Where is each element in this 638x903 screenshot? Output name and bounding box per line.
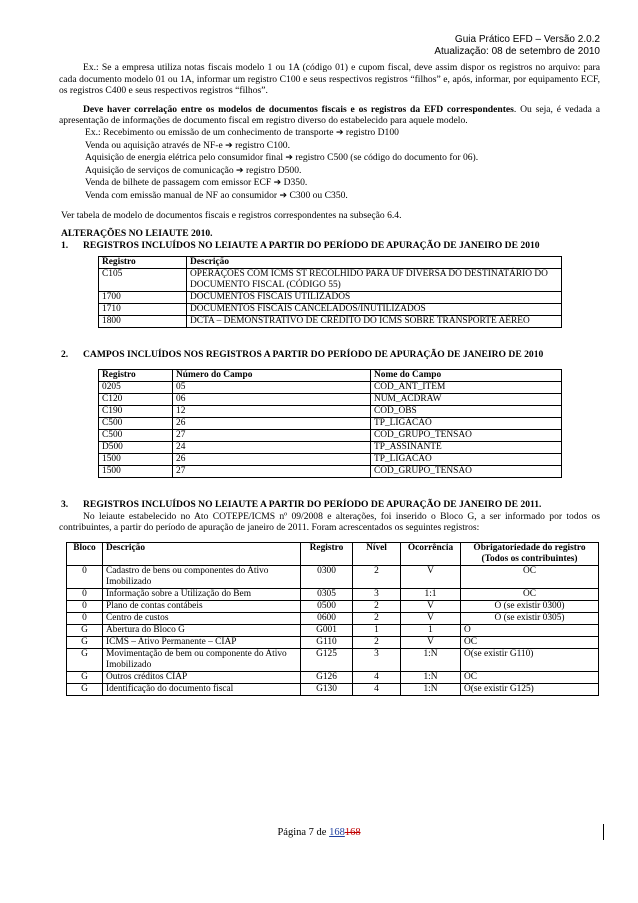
- table-cell: G: [67, 683, 103, 695]
- table-row: [99, 405, 562, 417]
- table-cell: G: [67, 636, 103, 648]
- section-2-heading: 2. CAMPOS INCLUÍDOS NOS REGISTROS A PARTIR DO PERÍODO DE APURAÇÃO DE JANEIRO DE 2010: [61, 349, 544, 361]
- table-row: [99, 316, 562, 328]
- table-cell: 2: [353, 612, 401, 624]
- right-arrow-icon: ➔: [285, 153, 293, 164]
- right-arrow-icon: ➔: [225, 140, 233, 151]
- example-item: Aquisição de serviços de comunicação ➔ registro D500.: [85, 164, 302, 176]
- table-cell: C105: [99, 269, 187, 292]
- table-cell: Identificação do documento fiscal: [103, 683, 301, 695]
- section-2-title: CAMPOS INCLUÍDOS NOS REGISTROS A PARTIR DO PERÍODO DE APURAÇÃO DE JANEIRO DE 2010: [83, 349, 544, 361]
- table-row: [67, 600, 599, 612]
- column-header: Registro: [99, 369, 173, 381]
- table-cell: 1:N: [401, 648, 461, 671]
- table-cell: Centro de custos: [103, 612, 301, 624]
- table-row: [67, 671, 599, 683]
- table-cell: O (se existir 0305): [461, 612, 599, 624]
- header-version: Guia Prático EFD – Versão 2.0.2: [454, 34, 600, 45]
- column-header: Registro: [99, 257, 187, 269]
- examples-list: [61, 127, 600, 203]
- table-row: [67, 683, 599, 695]
- page-total-new: 168: [329, 827, 345, 838]
- table-cell: 3: [353, 648, 401, 671]
- section-1-heading: 1. REGISTROS INCLUÍDOS NO LEIAUTE A PARTIR DO PERÍODO DE APURAÇÃO DE JANEIRO DE 2010: [61, 239, 540, 251]
- table-cell: TP_LIGACAO: [371, 417, 562, 429]
- table-cell: 06: [173, 393, 371, 405]
- change-bar: [603, 824, 604, 840]
- correlation-bold-text: Deve haver correlação entre os modelos de documentos fiscais e os registros da EFD correspondentes: [83, 103, 514, 115]
- table-cell: 1: [353, 624, 401, 636]
- table-header-row: [99, 369, 562, 381]
- table-row: [99, 441, 562, 453]
- table-cell: V: [401, 612, 461, 624]
- table-cell: 2: [353, 600, 401, 612]
- table-cell: V: [401, 600, 461, 612]
- table-cell: 26: [173, 417, 371, 429]
- example-paragraph: Ex.: Se a empresa utiliza notas fiscais modelo 1 ou 1A (código 01) e cupom fiscal, deve assim dispor os registros no arquivo: para cada documento modelo 01 ou 1A, informar um registro C100 e seus respectivos registros “filhos” e, após, informar, por equipamento ECF, os registros C400 e seus respectivos registros “filhos”.: [59, 62, 600, 97]
- table-cell: 1500: [99, 453, 173, 465]
- table-cell: 1710: [99, 304, 187, 316]
- table-cell: 05: [173, 381, 371, 393]
- column-header: Descrição: [103, 542, 301, 565]
- example-item: Venda com emissão manual de NF ao consumidor ➔ C300 ou C350.: [85, 189, 348, 201]
- table-cell: O(se existir G110): [461, 648, 599, 671]
- table-cell: NUM_ACDRAW: [371, 393, 562, 405]
- table-row: [67, 565, 599, 588]
- section-1-title: REGISTROS INCLUÍDOS NO LEIAUTE A PARTIR DO PERÍODO DE APURAÇÃO DE JANEIRO DE 2010: [83, 239, 540, 251]
- section-3-table: [66, 542, 599, 696]
- table-row: [67, 636, 599, 648]
- page-content: [61, 62, 600, 696]
- table-cell: 0600: [301, 612, 353, 624]
- table-cell: 2: [353, 565, 401, 588]
- table-cell: C190: [99, 405, 173, 417]
- table-cell: DOCUMENTOS FISCAIS UTILIZADOS: [187, 292, 562, 304]
- table-cell: OPERAÇÕES COM ICMS ST RECOLHIDO PARA UF DIVERSA DO DESTINATÁRIO DO DOCUMENTO FISCAL (CÓDIGO 55): [187, 269, 562, 292]
- header-update-date: Atualização: 08 de setembro de 2010: [434, 46, 600, 57]
- table-cell: 12: [173, 405, 371, 417]
- section-1-table: [98, 256, 562, 328]
- table-cell: TP_LIGACAO: [371, 453, 562, 465]
- right-arrow-icon: ➔: [273, 178, 282, 189]
- table-cell: G001: [301, 624, 353, 636]
- table-cell: 0: [67, 588, 103, 600]
- table-row: [99, 417, 562, 429]
- table-cell: COD_OBS: [371, 405, 562, 417]
- table-cell: G: [67, 624, 103, 636]
- table-cell: G: [67, 648, 103, 671]
- table-cell: 26: [173, 453, 371, 465]
- table-cell: 1700: [99, 292, 187, 304]
- table-cell: DCTA – DEMONSTRATIVO DE CRÉDITO DO ICMS SOBRE TRANSPORTE AÉREO: [187, 316, 562, 328]
- table-cell: O(se existir G125): [461, 683, 599, 695]
- table-cell: G130: [301, 683, 353, 695]
- table-row: [99, 465, 562, 477]
- table-cell: 0: [67, 565, 103, 588]
- table-cell: OC: [461, 636, 599, 648]
- table-cell: 0: [67, 612, 103, 624]
- table-row: [99, 453, 562, 465]
- table-cell: 1:N: [401, 683, 461, 695]
- table-cell: 1500: [99, 465, 173, 477]
- example-item: Aquisição de energia elétrica pelo consumidor final ➔ registro C500 (se código do documento for 06).: [85, 152, 479, 164]
- table-row: [99, 429, 562, 441]
- table-cell: 2: [353, 636, 401, 648]
- table-cell: Cadastro de bens ou componentes do Ativo Imobilizado: [103, 565, 301, 588]
- table-header-row: [99, 257, 562, 269]
- table-row: [67, 624, 599, 636]
- table-cell: OC: [461, 671, 599, 683]
- table-cell: 0300: [301, 565, 353, 588]
- example-item: Venda ou aquisição através de NF-e ➔ registro C100.: [85, 139, 290, 151]
- table-row: [99, 304, 562, 316]
- right-arrow-icon: ➔: [236, 165, 244, 176]
- table-cell: 4: [353, 671, 401, 683]
- table-row: [99, 292, 562, 304]
- page-total-old: 168: [344, 827, 361, 838]
- table-row: [99, 381, 562, 393]
- table-cell: 0: [67, 600, 103, 612]
- table-cell: C120: [99, 393, 173, 405]
- table-cell: COD_GRUPO_TENSAO: [371, 429, 562, 441]
- table-cell: V: [401, 565, 461, 588]
- column-header: Bloco: [67, 542, 103, 565]
- table-cell: C500: [99, 417, 173, 429]
- section-3-heading: 3. REGISTROS INCLUÍDOS NO LEIAUTE A PARTIR DO PERÍODO DE APURAÇÃO DE JANEIRO DE 2011.: [61, 498, 542, 510]
- correlation-rest-text: . Ou seja, é vedada a apresentação de informações de documento fiscal em registro diverso do estabelecido para aquele modelo.: [59, 103, 600, 127]
- table-cell: TP_ASSINANTE: [371, 441, 562, 453]
- table-cell: 3: [353, 588, 401, 600]
- table-cell: Abertura do Bloco G: [103, 624, 301, 636]
- alteracoes-title: ALTERAÇÕES NO LEIAUTE 2010.: [61, 228, 213, 240]
- table-cell: G126: [301, 671, 353, 683]
- table-header-row: [67, 542, 599, 565]
- table-cell: 1:N: [401, 671, 461, 683]
- table-cell: G110: [301, 636, 353, 648]
- correlation-paragraph: [59, 104, 600, 127]
- table-cell: Plano de contas contábeis: [103, 600, 301, 612]
- page-number-prefix: Página 7 de: [277, 827, 330, 838]
- column-header: Nível: [353, 542, 401, 565]
- table-cell: 27: [173, 429, 371, 441]
- table-row: [99, 269, 562, 292]
- table-cell: 1:1: [401, 588, 461, 600]
- column-header: Nome do Campo: [371, 369, 562, 381]
- table-cell: Movimentação de bem ou componente do Ativo Imobilizado: [103, 648, 301, 671]
- column-header: Descrição: [187, 257, 562, 269]
- table-cell: 27: [173, 465, 371, 477]
- table-cell: 4: [353, 683, 401, 695]
- table-cell: 24: [173, 441, 371, 453]
- section-3-title: REGISTROS INCLUÍDOS NO LEIAUTE A PARTIR DO PERÍODO DE APURAÇÃO DE JANEIRO DE 2011.: [83, 498, 542, 510]
- column-header: Obrigatoriedade do registro (Todos os contribuintes): [461, 542, 599, 565]
- column-header: Ocorrência: [401, 542, 461, 565]
- column-header: Número do Campo: [173, 369, 371, 381]
- table-row: [67, 612, 599, 624]
- table-cell: G: [67, 671, 103, 683]
- table-row: [99, 393, 562, 405]
- table-cell: V: [401, 636, 461, 648]
- table-cell: DOCUMENTOS FISCAIS CANCELADOS/INUTILIZADOS: [187, 304, 562, 316]
- table-cell: O (se existir 0300): [461, 600, 599, 612]
- table-row: [67, 588, 599, 600]
- table-cell: G125: [301, 648, 353, 671]
- page-footer: [0, 827, 638, 839]
- table-cell: 0305: [301, 588, 353, 600]
- table-cell: COD_ANT_ITEM: [371, 381, 562, 393]
- section-2-table: [98, 369, 562, 478]
- table-cell: ICMS – Ativo Permanente – CIAP: [103, 636, 301, 648]
- example-item: Ex.: Recebimento ou emissão de um conhecimento de transporte ➔ registro D100: [85, 126, 399, 138]
- see-table-note: Ver tabela de modelo de documentos fiscais e registros correspondentes na subseção 6.4.: [61, 209, 402, 221]
- right-arrow-icon: ➔: [335, 127, 344, 138]
- table-cell: O: [461, 624, 599, 636]
- table-cell: OC: [461, 565, 599, 588]
- table-cell: Informação sobre a Utilização do Bem: [103, 588, 301, 600]
- right-arrow-icon: ➔: [279, 190, 288, 201]
- page-header: [434, 34, 600, 58]
- table-cell: OC: [461, 588, 599, 600]
- section-3-paragraph: No leiaute estabelecido no Ato COTEPE/ICMS nº 09/2008 e alterações, foi inserido o Bloco G, a ser informado por todos os contribuintes, a partir do período de apuração de janeiro de 2011. Foram acrescentados os seguintes registros:: [59, 510, 600, 534]
- table-cell: 1800: [99, 316, 187, 328]
- table-cell: D500: [99, 441, 173, 453]
- example-item: Venda de bilhete de passagem com emissor ECF ➔ D350.: [85, 177, 308, 189]
- table-row: [67, 648, 599, 671]
- table-cell: 0500: [301, 600, 353, 612]
- table-cell: COD_GRUPO_TENSAO: [371, 465, 562, 477]
- table-cell: 0205: [99, 381, 173, 393]
- column-header: Registro: [301, 542, 353, 565]
- table-cell: 1: [401, 624, 461, 636]
- table-cell: C500: [99, 429, 173, 441]
- table-cell: Outros créditos CIAP: [103, 671, 301, 683]
